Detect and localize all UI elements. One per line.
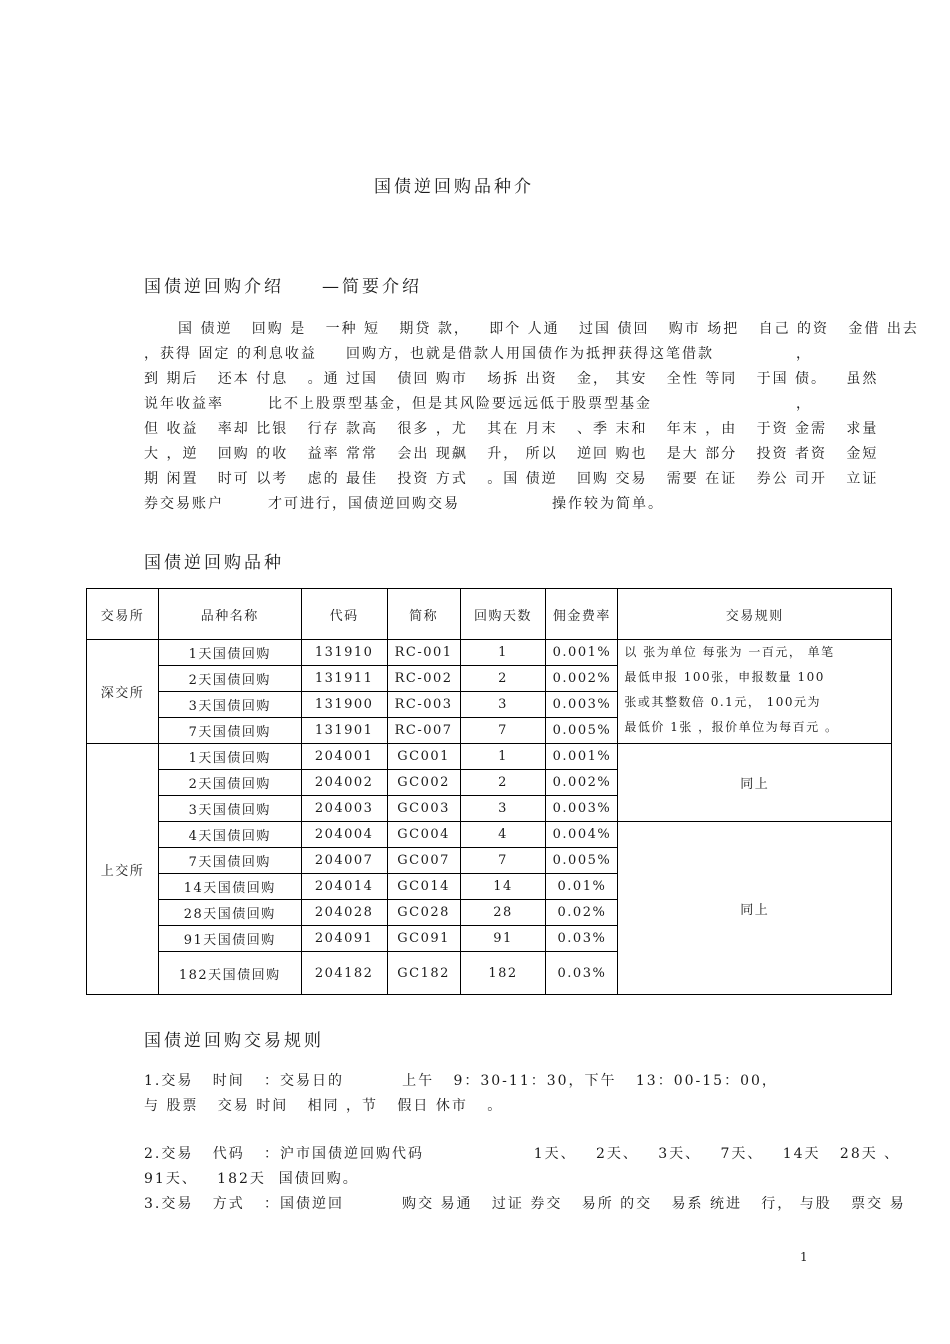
section1-line: ，获得 固定 的利息收益 xyxy=(144,346,317,362)
short-name-cell: GC002 xyxy=(387,770,460,796)
days-cell: 182 xyxy=(460,952,546,995)
section1-line: ， xyxy=(796,346,812,362)
section1-subheading: —简要介绍 xyxy=(322,277,422,297)
table-row xyxy=(87,640,892,666)
short-name-cell: RC-002 xyxy=(387,666,460,692)
days-cell: 91 xyxy=(460,926,546,952)
commission-cell: 0.001% xyxy=(546,640,618,666)
product-name-cell: 91天国债回购 xyxy=(158,926,301,952)
days-cell: 1 xyxy=(460,640,546,666)
section3-line: 1.交易 时间 ：交易日的 上午 9：30-11：30，下午 13：00-15：00， xyxy=(144,1073,778,1089)
short-name-cell: GC014 xyxy=(387,874,460,900)
section1-line: 券交易账户 xyxy=(144,496,224,512)
rule-line: 最低申报 100张，申报数量 100 xyxy=(624,670,825,684)
section3-heading: 国债逆回购交易规则 xyxy=(144,1031,324,1051)
section3-line: 91天、 182天 国债回购。 xyxy=(144,1171,359,1187)
code-cell: 204001 xyxy=(301,744,387,770)
section1-line: 到 期后 还本 付息 。通 过国 债回 购市 场拆 出资 金， 其安 全性 等同 于国 债。 虽然 xyxy=(144,371,879,387)
header-commission: 佣金费率 xyxy=(546,589,618,640)
code-cell: 204014 xyxy=(301,874,387,900)
code-cell: 204003 xyxy=(301,796,387,822)
szse-rules-cell xyxy=(618,640,892,744)
short-name-cell: RC-001 xyxy=(387,640,460,666)
code-cell: 131901 xyxy=(301,718,387,744)
short-name-cell: RC-003 xyxy=(387,692,460,718)
days-cell: 14 xyxy=(460,874,546,900)
days-cell: 4 xyxy=(460,822,546,848)
header-short-name: 简称 xyxy=(387,589,460,640)
table-row xyxy=(87,822,892,848)
product-name-cell: 3天国债回购 xyxy=(158,692,301,718)
commission-cell: 0.005% xyxy=(546,718,618,744)
header-exchange: 交易所 xyxy=(87,589,159,640)
product-name-cell: 4天国债回购 xyxy=(158,822,301,848)
code-cell: 204004 xyxy=(301,822,387,848)
header-product-name: 品种名称 xyxy=(158,589,301,640)
short-name-cell: GC182 xyxy=(387,952,460,995)
days-cell: 7 xyxy=(460,848,546,874)
sse-rules-cell-b: 同上 xyxy=(618,822,892,995)
rule-line: 以 张为单位 每张为 一百元， 单笔 xyxy=(624,645,835,659)
code-cell: 131900 xyxy=(301,692,387,718)
section1-line: 国 债逆 回购 是 一种 短 期贷 款， 即个 人通 过国 债回 购市 场把 自己 的资 金借 出去 xyxy=(178,321,919,337)
product-name-cell: 3天国债回购 xyxy=(158,796,301,822)
code-cell: 131910 xyxy=(301,640,387,666)
document-title: 国债逆回购品种介 xyxy=(374,177,534,197)
section1-line: 大 ，逆 回购 的收 益率 常常 会出 现飙 升， 所以 逆回 购也 是大 部分 投资 者资 金短 xyxy=(144,446,879,462)
exchange-cell-szse: 深交所 xyxy=(87,640,159,744)
days-cell: 1 xyxy=(460,744,546,770)
code-cell: 204028 xyxy=(301,900,387,926)
commission-cell: 0.002% xyxy=(546,666,618,692)
days-cell: 3 xyxy=(460,692,546,718)
header-trading-rules: 交易规则 xyxy=(618,589,892,640)
product-name-cell: 2天国债回购 xyxy=(158,666,301,692)
short-name-cell: GC001 xyxy=(387,744,460,770)
short-name-cell: GC004 xyxy=(387,822,460,848)
section1-line: 期 闲置 时可 以考 虑的 最佳 投资 方式 。国 债逆 回购 交易 需要 在证 券公 司开 立证 xyxy=(144,471,879,487)
product-name-cell: 7天国债回购 xyxy=(158,718,301,744)
rule-line: 张或其整数倍 0.1元， 100元为 xyxy=(624,695,822,709)
product-name-cell: 1天国债回购 xyxy=(158,744,301,770)
days-cell: 2 xyxy=(460,666,546,692)
commission-cell: 0.004% xyxy=(546,822,618,848)
section1-line: ， xyxy=(796,396,812,412)
short-name-cell: GC007 xyxy=(387,848,460,874)
commission-cell: 0.03% xyxy=(546,952,618,995)
repo-products-table xyxy=(86,588,892,995)
product-name-cell: 28天国债回购 xyxy=(158,900,301,926)
section3-line: 与 股票 交易 时间 相同 ，节 假日 休市 。 xyxy=(144,1098,504,1114)
commission-cell: 0.01% xyxy=(546,874,618,900)
section1-line: 比不上股票型基金，但是其风险要远远低于股票型基金 xyxy=(268,396,652,412)
product-name-cell: 14天国债回购 xyxy=(158,874,301,900)
commission-cell: 0.003% xyxy=(546,796,618,822)
short-name-cell: GC091 xyxy=(387,926,460,952)
section2-heading: 国债逆回购品种 xyxy=(144,553,284,573)
commission-cell: 0.001% xyxy=(546,744,618,770)
header-days: 回购天数 xyxy=(460,589,546,640)
page-number: 1 xyxy=(800,1250,808,1264)
code-cell: 204091 xyxy=(301,926,387,952)
commission-cell: 0.03% xyxy=(546,926,618,952)
code-cell: 204002 xyxy=(301,770,387,796)
section1-line: 操作较为简单。 xyxy=(552,496,664,512)
exchange-cell-sse: 上交所 xyxy=(87,744,159,995)
section1-line: 才可进行，国债逆回购交易 xyxy=(268,496,460,512)
product-name-cell: 2天国债回购 xyxy=(158,770,301,796)
section1-line: 回购方，也就是借款人用国债作为抵押获得这笔借款 xyxy=(346,346,714,362)
section1-line: 但 收益 率却 比银 行存 款高 很多 ，尤 其在 月末 、季 末和 年末 ，由 于资 金需 求量 xyxy=(144,421,879,437)
product-name-cell: 7天国债回购 xyxy=(158,848,301,874)
days-cell: 2 xyxy=(460,770,546,796)
commission-cell: 0.003% xyxy=(546,692,618,718)
section1-heading: 国债逆回购介绍 xyxy=(144,277,284,297)
code-cell: 204007 xyxy=(301,848,387,874)
days-cell: 3 xyxy=(460,796,546,822)
table-row xyxy=(87,744,892,770)
code-cell: 204182 xyxy=(301,952,387,995)
header-code: 代码 xyxy=(301,589,387,640)
short-name-cell: RC-007 xyxy=(387,718,460,744)
section3-line: 3.交易 方式 ：国债逆回 购交 易通 过证 券交 易所 的交 易系 统进 行， 与股 票交 易 xyxy=(144,1196,906,1212)
product-name-cell: 1天国债回购 xyxy=(158,640,301,666)
short-name-cell: GC003 xyxy=(387,796,460,822)
section3-line: 2.交易 代码 ：沪市国债逆回购代码 1天、 2天、 3天、 7天、 14天 28天 、 xyxy=(144,1146,901,1162)
sse-rules-cell-a: 同上 xyxy=(618,744,892,822)
days-cell: 7 xyxy=(460,718,546,744)
commission-cell: 0.005% xyxy=(546,848,618,874)
commission-cell: 0.02% xyxy=(546,900,618,926)
days-cell: 28 xyxy=(460,900,546,926)
short-name-cell: GC028 xyxy=(387,900,460,926)
section1-line: 说年收益率 xyxy=(144,396,224,412)
commission-cell: 0.002% xyxy=(546,770,618,796)
code-cell: 131911 xyxy=(301,666,387,692)
product-name-cell: 182天国债回购 xyxy=(158,952,301,995)
rule-line: 最低价 1张 ，报价单位为每百元 。 xyxy=(624,720,839,734)
table-header-row xyxy=(87,589,892,640)
